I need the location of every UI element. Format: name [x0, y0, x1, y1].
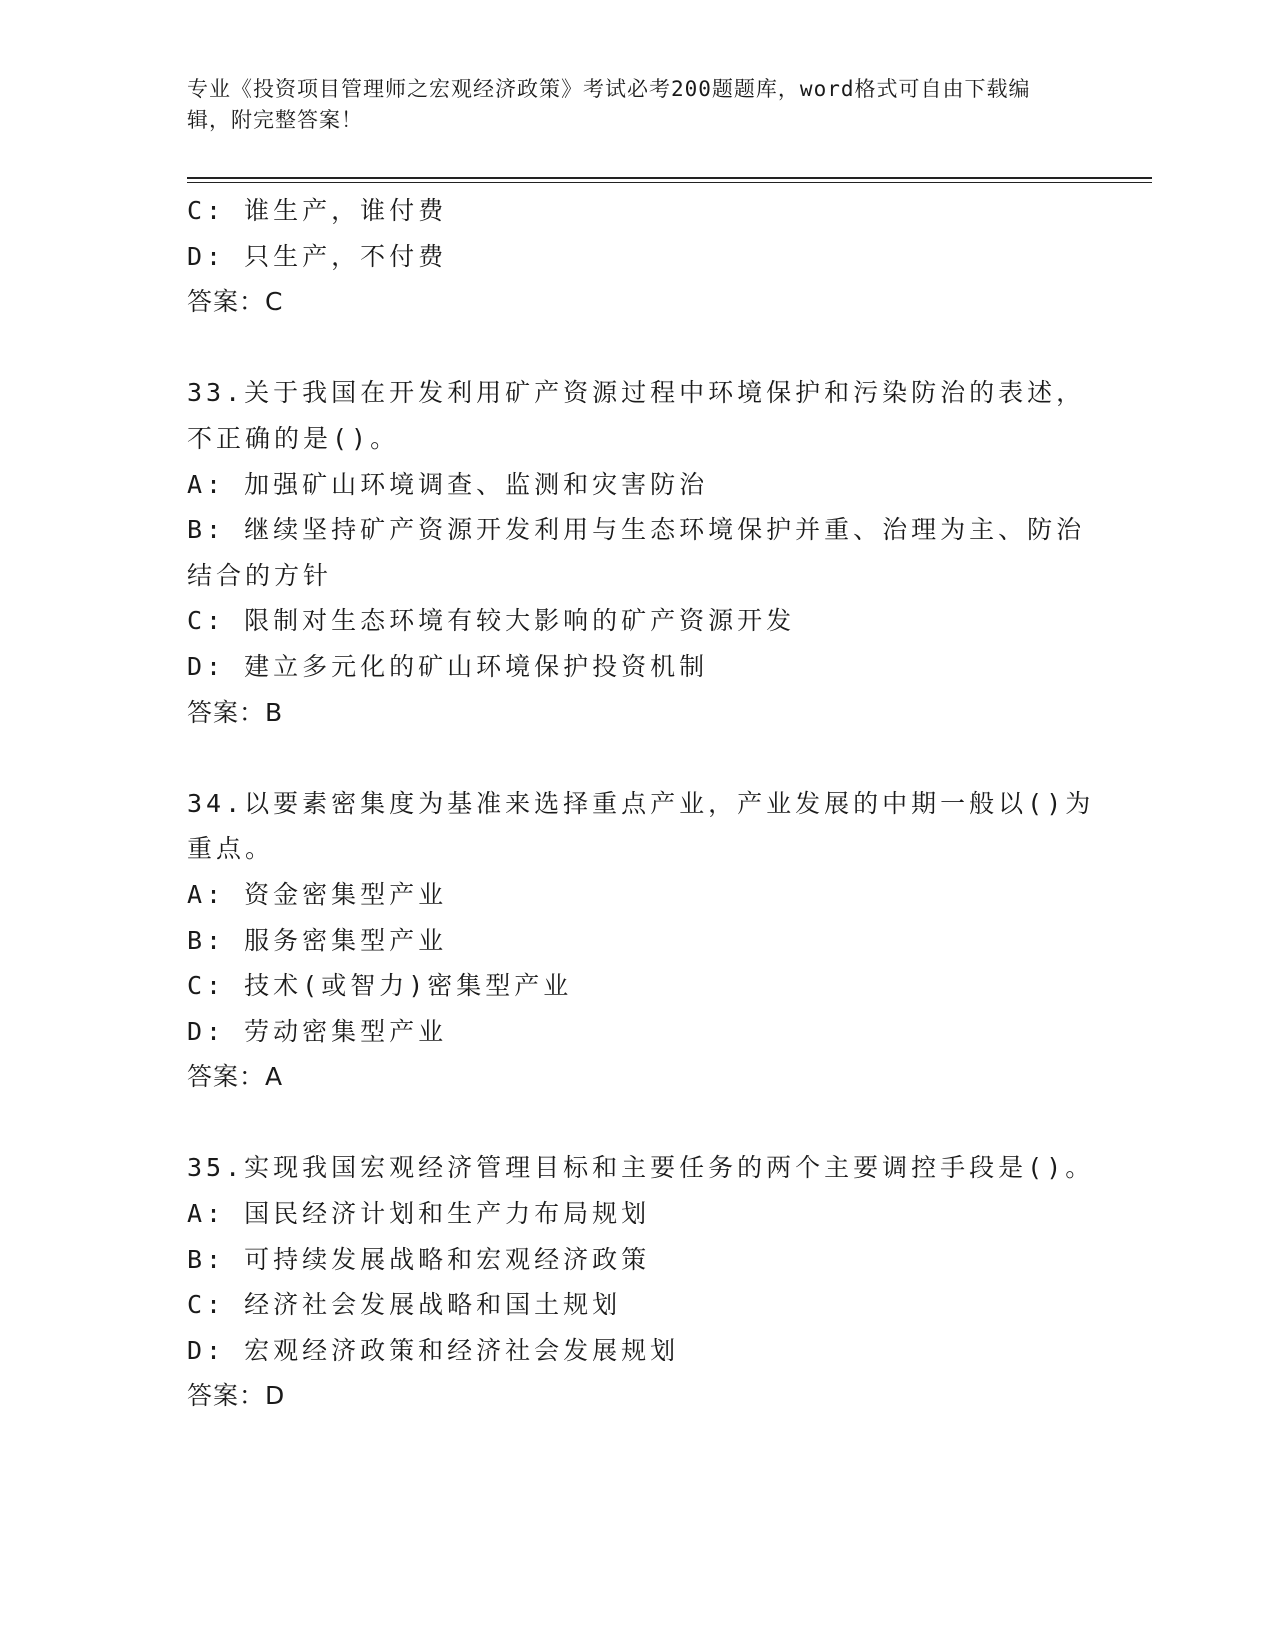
question-stem: 35.实现我国宏观经济管理目标和主要任务的两个主要调控手段是()。: [187, 1153, 1095, 1183]
option-b: B: 可持续发展战略和宏观经济政策: [187, 1244, 651, 1274]
header-rule-thin: [187, 182, 1152, 183]
option-d: D: 只生产，不付费: [187, 241, 448, 271]
answer-line: 答案：C: [187, 287, 284, 317]
question-stem: 34.以要素密集度为基准来选择重点产业，产业发展的中期一般以()为重点。: [187, 788, 1095, 864]
answer-line: 答案：A: [187, 1062, 284, 1092]
question-carryover: [187, 188, 1107, 325]
option-a: A: 国民经济计划和生产力布局规划: [187, 1199, 651, 1229]
question-list: [187, 188, 1107, 1419]
header-text: 专业《投资项目管理师之宏观经济政策》考试必考200题题库，word格式可自由下载编辑，附完整答案！: [187, 77, 1031, 132]
question-34: [187, 781, 1107, 1100]
option-b: B: 继续坚持矿产资源开发利用与生态环境保护并重、治理为主、防治结合的方针: [187, 515, 1086, 590]
question-35: [187, 1145, 1107, 1419]
option-c: C: 谁生产，谁付费: [187, 196, 448, 225]
option-c: C: 技术(或智力)密集型产业: [187, 971, 573, 1001]
option-a: A: 加强矿山环境调查、监测和灾害防治: [187, 469, 709, 499]
option-c: C: 经济社会发展战略和国土规划: [187, 1290, 622, 1320]
option-d: D: 建立多元化的矿山环境保护投资机制: [187, 651, 709, 681]
option-d: D: 劳动密集型产业: [187, 1016, 448, 1046]
question-33: [187, 370, 1107, 735]
header-rule-thick: [187, 177, 1152, 179]
option-b: B: 服务密集型产业: [187, 925, 448, 955]
question-stem: 33.关于我国在开发利用矿产资源过程中环境保护和污染防治的表述，不正确的是()。: [187, 378, 1086, 453]
option-c: C: 限制对生态环境有较大影响的矿产资源开发: [187, 606, 796, 636]
option-d: D: 宏观经济政策和经济社会发展规划: [187, 1335, 680, 1365]
option-a: A: 资金密集型产业: [187, 879, 448, 909]
answer-line: 答案：D: [187, 1381, 286, 1411]
answer-line: 答案：B: [187, 697, 284, 727]
document-header: [187, 74, 1067, 136]
